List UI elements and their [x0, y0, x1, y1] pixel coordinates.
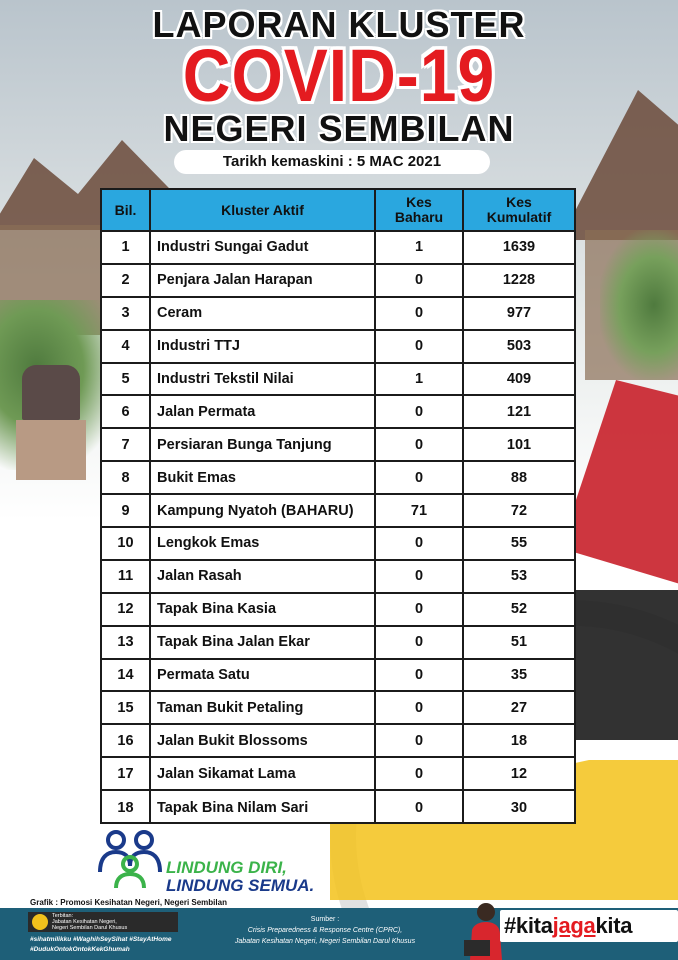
cell-cluster-name: Tapak Bina Jalan Ekar — [151, 627, 376, 658]
cell-cumulative: 121 — [506, 403, 532, 420]
hashtag-kitajagakita — [504, 912, 632, 940]
cell-no: 12 — [102, 594, 151, 625]
table-row — [102, 594, 574, 627]
cell-no: 18 — [102, 791, 151, 824]
hashtag-part3: kita — [595, 913, 633, 938]
cell-cumulative: 53 — [510, 568, 528, 585]
cell-new-cases: 0 — [376, 660, 464, 691]
background-trees-right — [600, 230, 678, 380]
cell-no: 1 — [102, 232, 151, 263]
cell-cluster-name: Jalan Sikamat Lama — [151, 758, 376, 789]
table-row — [102, 758, 574, 791]
cell-no: 14 — [102, 660, 151, 691]
cell-cumulative: 52 — [510, 601, 528, 618]
table-row — [102, 561, 574, 594]
cell-cumulative: 55 — [510, 535, 528, 552]
table-row — [102, 265, 574, 298]
cell-new-cases: 0 — [376, 331, 464, 362]
cell-no: 8 — [102, 462, 151, 493]
cell-no: 5 — [102, 364, 151, 395]
title-report: LAPORAN KLUSTER — [152, 4, 526, 45]
background-plaque-base — [16, 420, 86, 480]
cell-new-cases: 0 — [376, 692, 464, 723]
footer-hashtags-line2: #DudukOntokOntokKekGhumah — [30, 946, 130, 953]
people-protect-icon — [96, 826, 164, 890]
ministry-emblem-icon — [32, 914, 48, 930]
cell-cluster-name: Ceram — [151, 298, 376, 329]
cell-no: 9 — [102, 495, 151, 526]
cell-cumulative: 30 — [510, 799, 528, 816]
cell-cumulative: 35 — [510, 667, 528, 684]
cell-new-cases: 0 — [376, 396, 464, 427]
column-header-new-line2: Baharu — [394, 209, 444, 225]
cell-new-cases: 0 — [376, 429, 464, 460]
cell-cumulative: 977 — [506, 305, 532, 322]
cell-cluster-name: Kampung Nyatoh (BAHARU) — [151, 495, 376, 526]
cell-new-cases: 0 — [376, 594, 464, 625]
table-row — [102, 791, 574, 824]
table-row — [102, 462, 574, 495]
cell-no: 15 — [102, 692, 151, 723]
table-row — [102, 364, 574, 397]
cell-cluster-name: Jalan Permata — [151, 396, 376, 427]
cell-cumulative: 51 — [510, 634, 528, 651]
background-plaque — [22, 365, 80, 420]
cell-cluster-name: Permata Satu — [151, 660, 376, 691]
table-row — [102, 725, 574, 758]
cell-cumulative: 72 — [510, 502, 528, 519]
table-row — [102, 495, 574, 528]
cell-no: 13 — [102, 627, 151, 658]
source-line2: Jabatan Kesihatan Negeri, Negeri Sembilan Darul Khusus — [234, 938, 416, 945]
cell-new-cases: 1 — [376, 364, 464, 395]
cell-cluster-name: Tapak Bina Nilam Sari — [151, 791, 376, 824]
cell-cumulative: 27 — [510, 699, 528, 716]
title-covid: COVID-19 — [182, 33, 496, 117]
cell-cumulative: 1639 — [502, 239, 536, 256]
cell-cluster-name: Taman Bukit Petaling — [151, 692, 376, 723]
column-header-new-cases — [376, 190, 464, 230]
updated-date: Tarikh kemaskini : 5 MAC 2021 — [174, 150, 490, 174]
cell-cluster-name: Tapak Bina Kasia — [151, 594, 376, 625]
column-header-cum-line1: Kes — [506, 194, 532, 210]
crest-black-decoration — [560, 590, 678, 740]
table-row — [102, 429, 574, 462]
cell-no: 2 — [102, 265, 151, 296]
cell-cumulative: 409 — [506, 371, 532, 387]
cell-cluster-name: Jalan Rasah — [151, 561, 376, 592]
cell-new-cases: 0 — [376, 528, 464, 559]
cell-no: 17 — [102, 758, 151, 789]
table-row — [102, 396, 574, 429]
cell-cluster-name: Persiaran Bunga Tanjung — [151, 429, 376, 460]
cell-no: 16 — [102, 725, 151, 756]
cell-new-cases: 0 — [376, 758, 464, 789]
cell-cumulative: 88 — [510, 469, 528, 486]
hashtag-part1: #kita — [504, 913, 553, 938]
table-row — [102, 660, 574, 693]
column-header-cum-line2: Kumulatif — [486, 209, 552, 225]
source-label: Sumber : — [310, 916, 340, 923]
table-row — [102, 692, 574, 725]
cluster-table — [100, 188, 576, 824]
column-header-cumulative — [464, 190, 574, 230]
cell-cluster-name: Jalan Bukit Blossoms — [151, 725, 376, 756]
table-row — [102, 298, 574, 331]
cell-cumulative: 12 — [510, 765, 528, 782]
cell-no: 3 — [102, 298, 151, 329]
cell-new-cases: 0 — [376, 462, 464, 493]
table-row — [102, 528, 574, 561]
table-row — [102, 331, 574, 364]
cell-new-cases: 1 — [376, 232, 464, 263]
cell-cumulative: 18 — [510, 732, 528, 749]
table-body — [102, 232, 574, 824]
table-header — [102, 190, 574, 232]
cell-new-cases: 0 — [376, 725, 464, 756]
cell-new-cases: 0 — [376, 298, 464, 329]
source-block — [200, 914, 450, 947]
cell-cluster-name: Lengkok Emas — [151, 528, 376, 559]
hashtag-part2: jaga — [552, 913, 596, 938]
cell-cluster-name: Industri Sungai Gadut — [151, 232, 376, 263]
column-header-bil: Bil. — [102, 190, 151, 230]
table-row — [102, 232, 574, 265]
footer-hashtags-line1: #sihatmilikku #WaghihSeySihat #StayAtHome — [30, 936, 172, 943]
publisher-line2: Negeri Sembilan Darul Khusus — [52, 925, 128, 931]
publisher-text — [52, 913, 176, 931]
cell-new-cases: 71 — [376, 495, 464, 526]
column-header-cluster: Kluster Aktif — [151, 190, 376, 230]
title-state: NEGERI SEMBILAN — [163, 108, 515, 149]
cell-cumulative: 101 — [506, 436, 532, 453]
cell-new-cases: 0 — [376, 627, 464, 658]
cell-new-cases: 0 — [376, 561, 464, 592]
cell-new-cases: 0 — [376, 265, 464, 296]
cell-cluster-name: Bukit Emas — [151, 462, 376, 493]
cell-no: 10 — [102, 528, 151, 559]
slogan-line1: LINDUNG DIRI, — [166, 858, 287, 877]
publisher-line1: Jabatan Kesihatan Negeri, — [52, 919, 117, 925]
column-header-new-line1: Kes — [406, 194, 432, 210]
slogan-line2: LINDUNG SEMUA. — [166, 876, 315, 895]
cell-no: 11 — [102, 561, 151, 592]
cell-new-cases: 0 — [376, 791, 464, 824]
cell-no: 6 — [102, 396, 151, 427]
cell-no: 4 — [102, 331, 151, 362]
table-row — [102, 627, 574, 660]
cell-cumulative: 503 — [506, 338, 532, 355]
cell-cluster-name: Industri Tekstil Nilai — [151, 364, 376, 395]
cell-no: 7 — [102, 429, 151, 460]
publisher-label: Terbitan: — [52, 913, 74, 919]
source-line1: Crisis Preparedness & Response Centre (CPRC), — [247, 927, 403, 934]
cell-cluster-name: Penjara Jalan Harapan — [151, 265, 376, 296]
graphic-credit: Grafik : Promosi Kesihatan Negeri, Negeri Sembilan — [30, 898, 227, 907]
cell-cumulative: 1228 — [502, 272, 536, 289]
cell-cluster-name: Industri TTJ — [151, 331, 376, 362]
